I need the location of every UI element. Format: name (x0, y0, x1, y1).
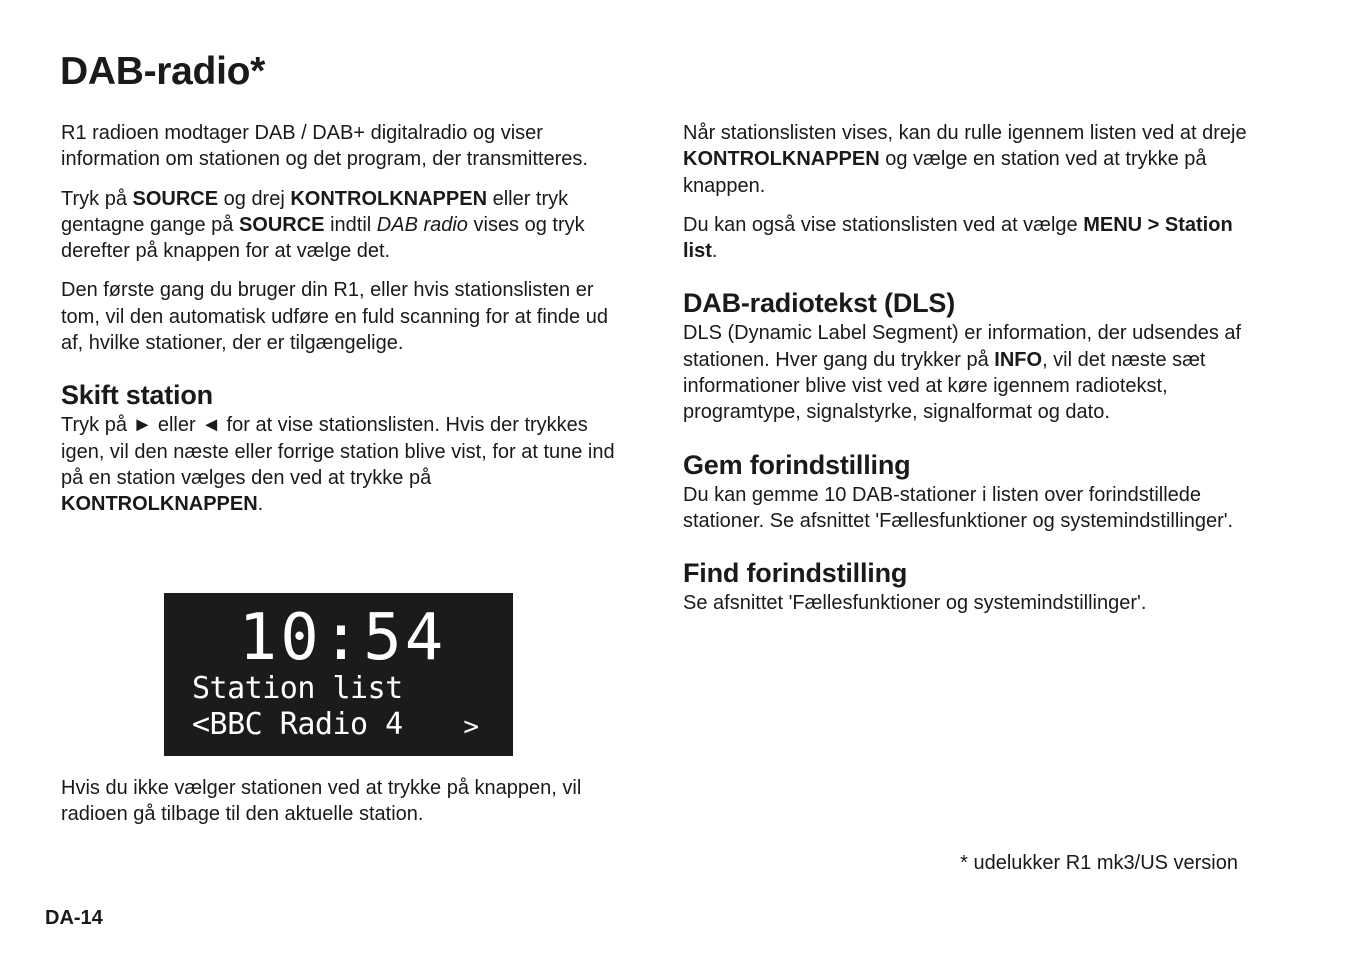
find-section (683, 556, 1263, 616)
left-column (61, 120, 633, 531)
skift-station-text: Tryk på ► eller ◄ for at vise stationslisten. Hvis der trykkes igen, vil den næste eller forrige station blive vist, for at tune ind på en station vælges den ved at trykke på KONTROLKNAPPEN. (61, 414, 615, 516)
dls-section (683, 286, 1263, 425)
page-number: DA-14 (45, 907, 103, 929)
dls-text: DLS (Dynamic Label Segment) er information, der udsendes af stationen. Hver gang du trykker på INFO, vil det næste sæt informationer blive vist ved at køre igennem radiotekst, programtype, signalstyrke, signalformat og dato. (683, 322, 1242, 424)
gem-section (683, 448, 1263, 535)
dls-heading: DAB-radiotekst (DLS) (683, 288, 956, 319)
right-column (683, 120, 1263, 630)
timeout-paragraph: Hvis du ikke vælger stationen ved at trykke på knappen, vil radioen gå tilbage til den aktuelle station. (61, 777, 582, 826)
page-title: DAB-radio* (60, 50, 266, 93)
find-heading: Find forindstilling (683, 558, 908, 589)
menu-station-list-paragraph: Du kan også vise stationslisten ved at vælge MENU > Station list. (683, 213, 1233, 263)
radio-display (164, 593, 513, 756)
first-use-paragraph: Den første gang du bruger din R1, eller hvis stationslisten er tom, vil den automatisk udføre en fuld scanning for at finde ud af, hvilke stationer, der er tilgængelige. (61, 279, 608, 355)
skift-station-heading: Skift station (61, 380, 213, 411)
footnote: * udelukker R1 mk3/US version (960, 852, 1238, 874)
station-list-paragraph: Når stationslisten vises, kan du rulle igennem listen ved at dreje KONTROLKNAPPEN og vælge en station ved at trykke på knappen. (683, 122, 1247, 197)
display-next-arrow-icon: > (463, 712, 479, 742)
gem-heading: Gem forindstilling (683, 449, 911, 480)
gem-text: Du kan gemme 10 DAB-stationer i listen over forindstillede stationer. Se afsnittet 'Fællesfunktioner og systemindstillinger'. (683, 483, 1234, 532)
find-text: Se afsnittet 'Fællesfunktioner og systemindstillinger'. (683, 592, 1147, 615)
display-clock: 10:54 (238, 601, 447, 675)
timeout-note (61, 775, 641, 841)
source-paragraph: Tryk på SOURCE og drej KONTROLKNAPPEN eller tryk gentagne gange på SOURCE indtil DAB radio vises og tryk derefter på knappen for at vælge det. (61, 187, 585, 263)
display-line-station: <BBC Radio 4 (192, 707, 403, 742)
skift-station-section (61, 378, 633, 517)
intro-paragraph: R1 radioen modtager DAB / DAB+ digitalradio og viser information om stationen og det program, der transmitteres. (61, 122, 588, 171)
display-line-menu: Station list (192, 671, 403, 706)
